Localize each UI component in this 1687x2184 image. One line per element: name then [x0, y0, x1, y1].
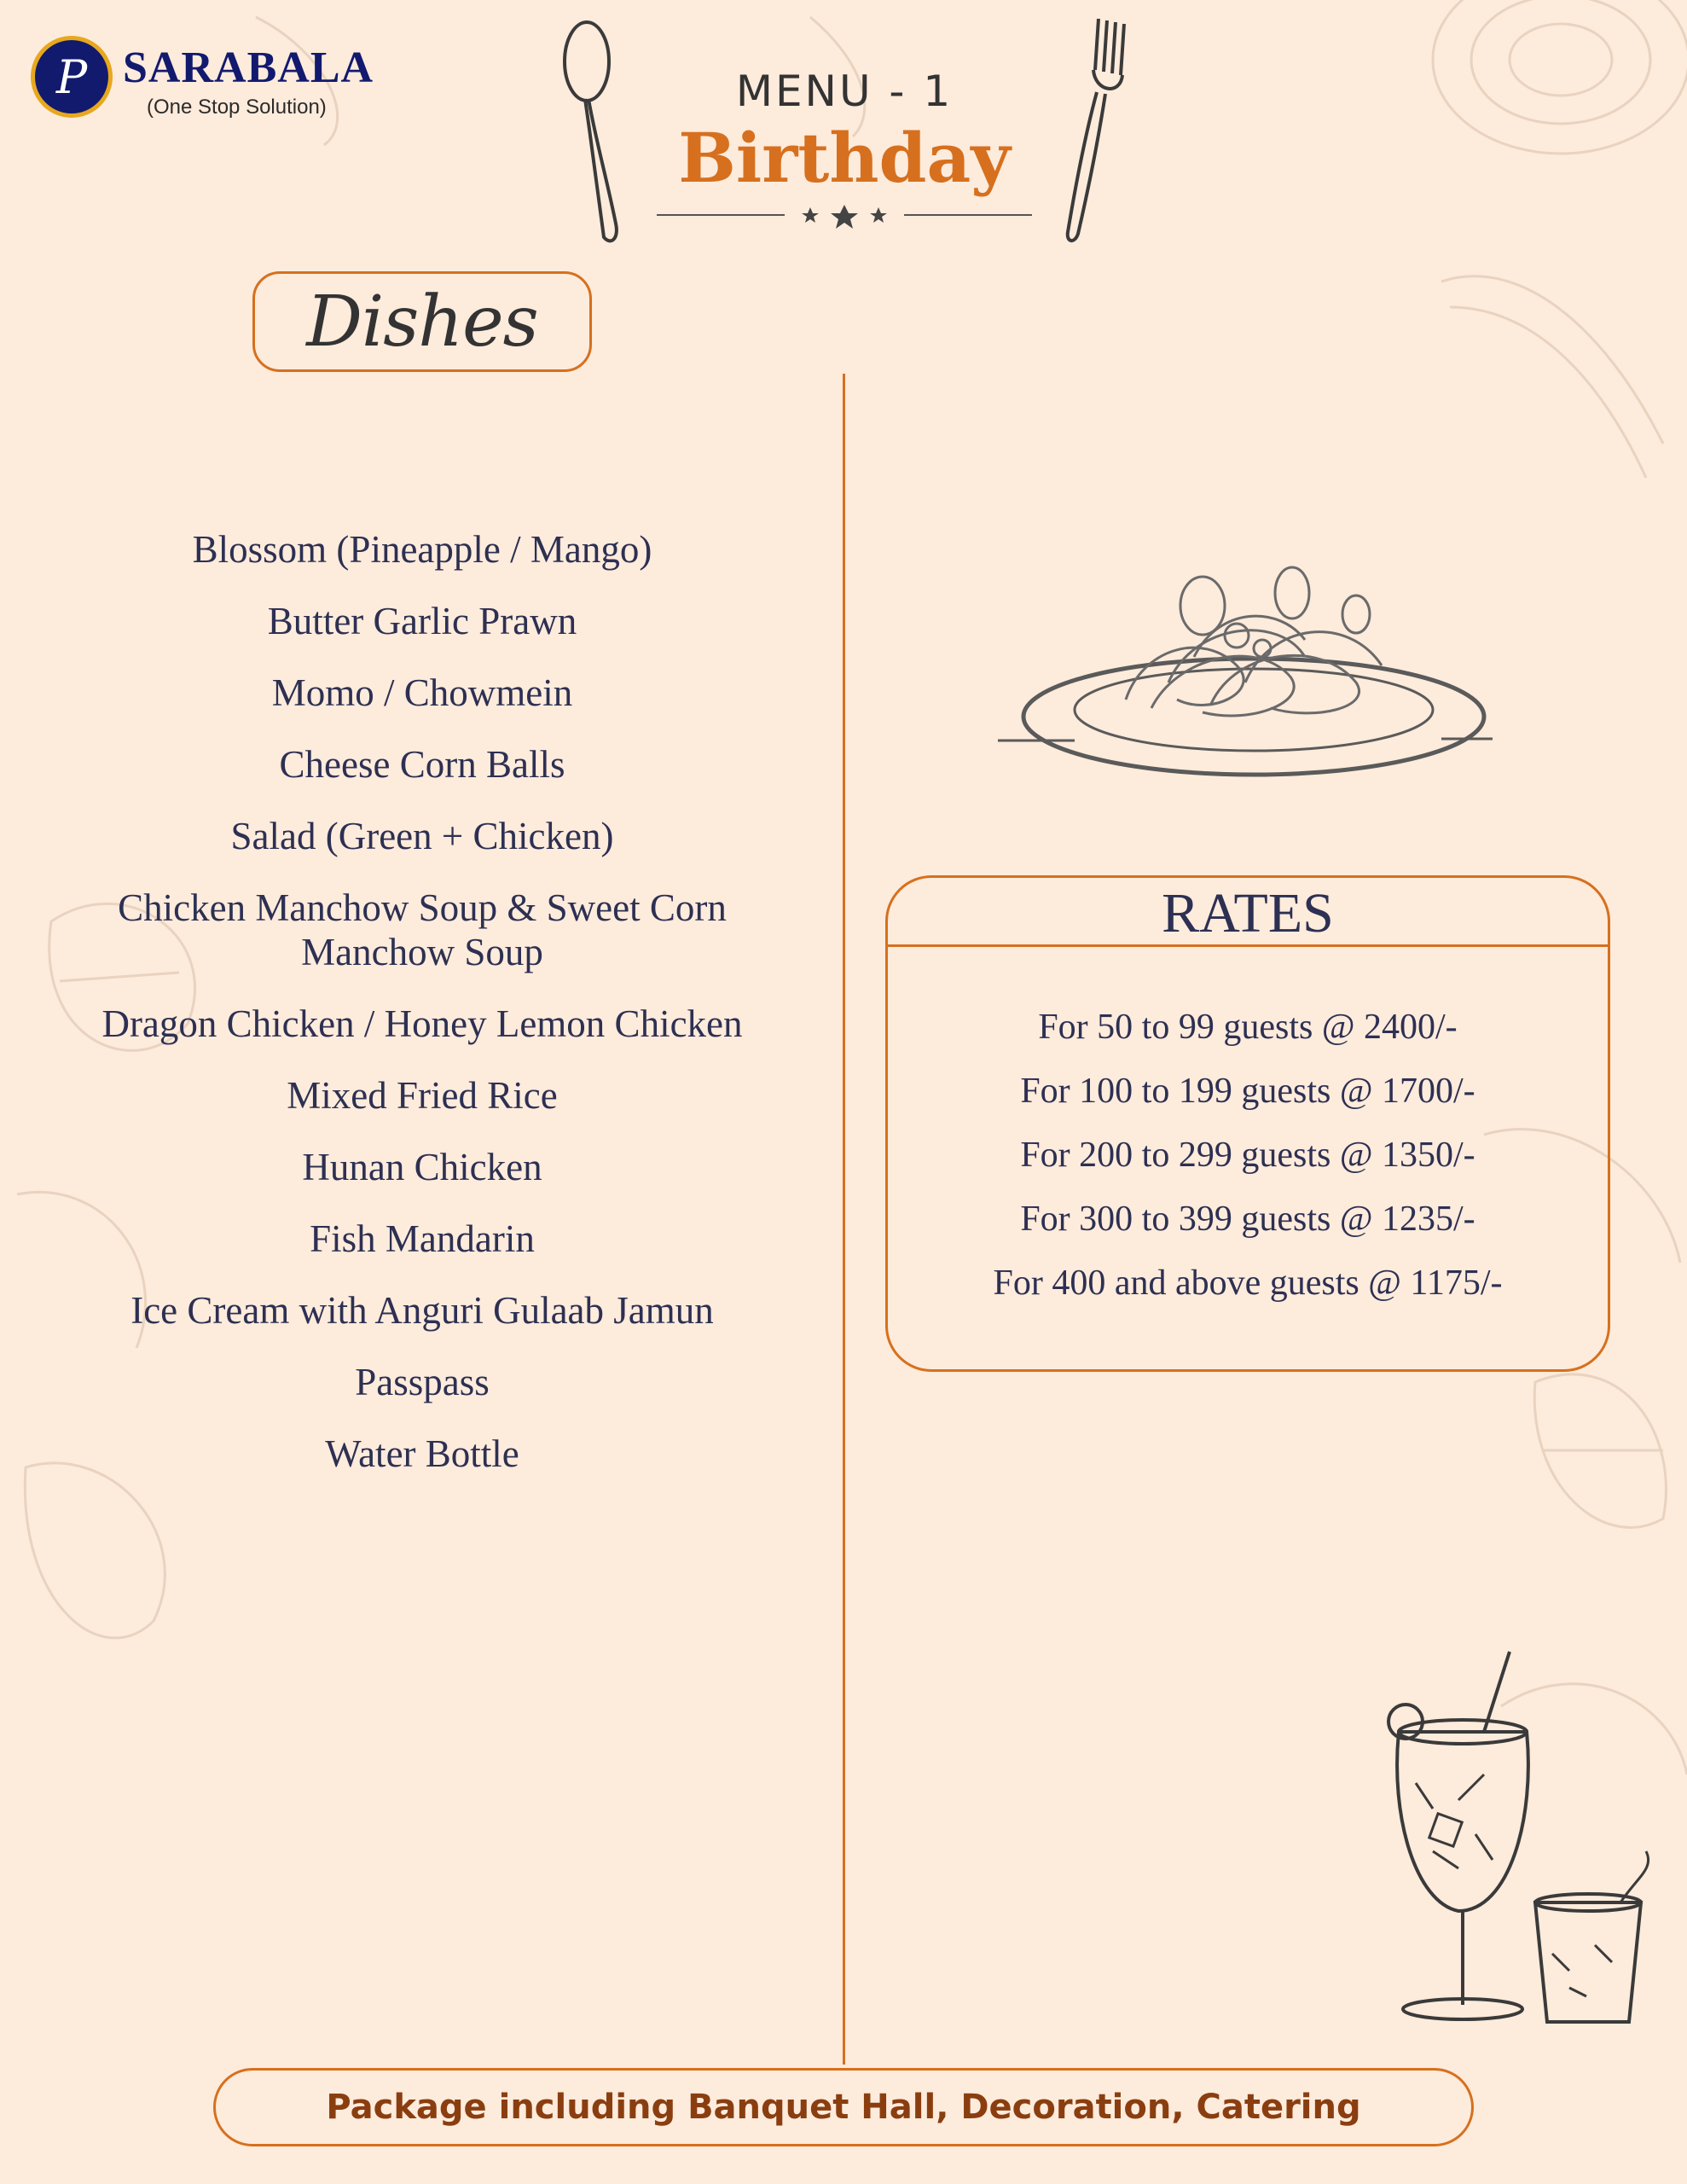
package-text: Package including Banquet Hall, Decoration, Catering [326, 2088, 1361, 2127]
brand-name: SARABALA [123, 44, 374, 92]
dish-item: Hunan Chicken [302, 1146, 542, 1188]
dish-item: Dragon Chicken / Honey Lemon Chicken [101, 1002, 743, 1045]
dishes-heading-box [252, 271, 592, 372]
dish-item: Salad (Green + Chicken) [230, 815, 614, 857]
dish-item: Momo / Chowmein [271, 671, 573, 714]
rate-item: For 400 and above guests @ 1175/- [993, 1263, 1503, 1303]
rate-item: For 50 to 99 guests @ 2400/- [1038, 1008, 1458, 1047]
rate-item: For 200 to 299 guests @ 1350/- [1020, 1136, 1475, 1175]
pasta-plate-icon [998, 555, 1510, 793]
package-banner [213, 2068, 1474, 2146]
dish-item: Water Bottle [325, 1432, 519, 1475]
dish-item: Ice Cream with Anguri Gulaab Jamun [130, 1289, 714, 1332]
tumbler-glass-icon [1535, 1851, 1649, 2022]
dishes-heading: Dishes [306, 281, 538, 363]
star-icon [802, 205, 887, 229]
column-divider [843, 374, 845, 2065]
rate-item: For 100 to 199 guests @ 1700/- [1020, 1072, 1475, 1111]
dish-item: Blossom (Pineapple / Mango) [192, 528, 652, 571]
rates-list [888, 996, 1608, 1316]
menu-number: MENU - 1 [735, 67, 954, 116]
dish-item: Chicken Manchow Soup & Sweet Corn Manchow Soup [118, 886, 727, 973]
dish-list [34, 527, 810, 1503]
cocktail-glass-icon [1382, 1647, 1655, 2039]
header-divider [657, 198, 1032, 232]
dish-item: Mixed Fried Rice [287, 1074, 558, 1117]
logo-letter: P [55, 49, 88, 104]
rate-item: For 300 to 399 guests @ 1235/- [1020, 1199, 1475, 1239]
brand-logo [31, 36, 406, 130]
rates-heading: RATES [1162, 882, 1334, 944]
menu-title: Birthday [678, 118, 1011, 198]
dish-item: Passpass [355, 1361, 490, 1403]
dish-item: Cheese Corn Balls [279, 743, 565, 786]
logo-emblem [31, 36, 113, 118]
rates-divider [888, 944, 1608, 947]
brand-tagline: (One Stop Solution) [147, 96, 327, 119]
dish-item: Butter Garlic Prawn [267, 600, 577, 642]
dish-item: Fish Mandarin [310, 1217, 535, 1260]
rates-panel [885, 875, 1610, 1372]
